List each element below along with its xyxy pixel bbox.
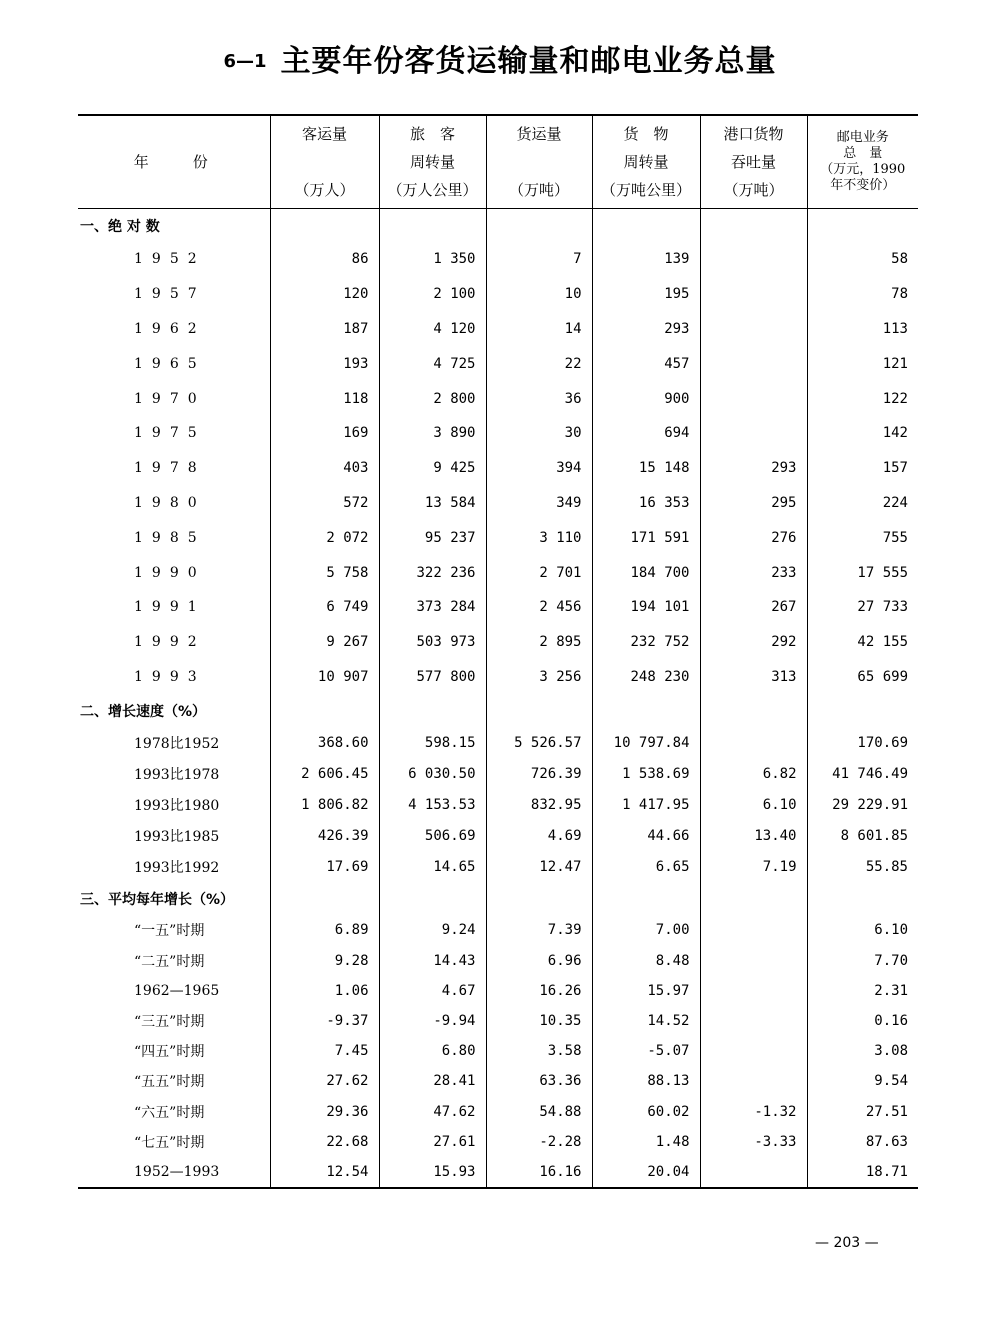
table-cell: 142	[807, 416, 918, 451]
table-row	[78, 976, 918, 1006]
row-label: 1952—1993	[134, 1163, 220, 1180]
table-cell	[270, 882, 379, 915]
table-cell: 4 153.53	[379, 789, 486, 820]
table-cell: 87.63	[807, 1127, 918, 1157]
table-cell: 27.51	[807, 1096, 918, 1126]
table-cell: 36	[486, 381, 592, 416]
section-row	[78, 694, 918, 727]
table-cell: 3.08	[807, 1036, 918, 1066]
table-cell	[379, 209, 486, 243]
table-cell	[700, 694, 807, 727]
header-label: 周转量	[623, 153, 669, 171]
table-cell: 30	[486, 416, 592, 451]
table-row	[78, 277, 918, 312]
table-cell: 313	[700, 660, 807, 695]
row-label: 1992	[134, 634, 206, 651]
table-cell: 6.82	[700, 758, 807, 789]
header-label: 旅 客	[409, 125, 455, 143]
header-label: 港口货物	[723, 125, 784, 143]
row-label: 1993比1992	[134, 859, 220, 876]
table-cell: 16 353	[592, 486, 700, 521]
table-cell: -5.07	[592, 1036, 700, 1066]
table-cell: 157	[807, 451, 918, 486]
table-cell: 12.47	[486, 851, 592, 882]
table-row	[78, 1036, 918, 1066]
table-cell: -3.33	[700, 1127, 807, 1157]
table-cell: 60.02	[592, 1096, 700, 1126]
table-cell: 3.58	[486, 1036, 592, 1066]
table-cell: 58	[807, 242, 918, 277]
table-cell: 78	[807, 277, 918, 312]
section-heading: 二、增长速度（%）	[80, 703, 207, 720]
table-row	[78, 1157, 918, 1188]
table-cell: 118	[270, 381, 379, 416]
table-cell	[379, 882, 486, 915]
table-cell	[486, 209, 592, 243]
section-row	[78, 882, 918, 915]
table-cell: 295	[700, 486, 807, 521]
table-cell: 4 120	[379, 312, 486, 347]
table-cell: 121	[807, 346, 918, 381]
page-title	[0, 36, 1000, 80]
page-number: — 203 —	[815, 1235, 879, 1251]
table-cell: 6.80	[379, 1036, 486, 1066]
table-cell	[700, 209, 807, 243]
table-cell: 7.45	[270, 1036, 379, 1066]
table-cell	[700, 416, 807, 451]
table-cell: 27.61	[379, 1127, 486, 1157]
table-cell: 368.60	[270, 727, 379, 758]
table-cell: 6.89	[270, 915, 379, 945]
table-cell: 65 699	[807, 660, 918, 695]
table-row	[78, 727, 918, 758]
table-cell: 54.88	[486, 1096, 592, 1126]
table-cell: 503 973	[379, 625, 486, 660]
header-year: 年份	[78, 115, 270, 209]
table-cell: 5 526.57	[486, 727, 592, 758]
row-label: 1993比1978	[134, 766, 220, 783]
table-row	[78, 346, 918, 381]
table-cell: 233	[700, 555, 807, 590]
table-cell	[700, 976, 807, 1006]
table-cell: 900	[592, 381, 700, 416]
header-passenger-turnover	[379, 115, 486, 209]
table-cell: 29.36	[270, 1096, 379, 1126]
table-row	[78, 590, 918, 625]
table-cell: 5 758	[270, 555, 379, 590]
table-cell: 16.16	[486, 1157, 592, 1188]
table-cell: 10 797.84	[592, 727, 700, 758]
table-cell: 373 284	[379, 590, 486, 625]
table-cell: 14.52	[592, 1006, 700, 1036]
table-cell: 13.40	[700, 820, 807, 851]
row-label: “五五”时期	[134, 1074, 205, 1091]
table-cell: 1 806.82	[270, 789, 379, 820]
header-label: 货 物	[623, 125, 669, 143]
table-row	[78, 486, 918, 521]
table-cell: 2 800	[379, 381, 486, 416]
row-label: 1965	[134, 355, 206, 372]
table-cell: 170.69	[807, 727, 918, 758]
table-cell: 7.00	[592, 915, 700, 945]
table-cell: 3 890	[379, 416, 486, 451]
table-row	[78, 381, 918, 416]
header-label: 客运量	[301, 125, 347, 143]
table-cell: 293	[592, 312, 700, 347]
row-label: 1993比1985	[134, 828, 220, 845]
table-cell	[700, 882, 807, 915]
table-cell	[807, 882, 918, 915]
table-row	[78, 520, 918, 555]
table-cell: 224	[807, 486, 918, 521]
table-cell: 47.62	[379, 1096, 486, 1126]
table-cell: 14	[486, 312, 592, 347]
table-cell: 293	[700, 451, 807, 486]
table-cell: 457	[592, 346, 700, 381]
table-cell: 9.28	[270, 946, 379, 976]
table-cell: 9 267	[270, 625, 379, 660]
header-unit: （万吨公里）	[600, 181, 691, 199]
table-cell	[700, 277, 807, 312]
table-row	[78, 416, 918, 451]
table-cell: 2 895	[486, 625, 592, 660]
table-cell: 15.97	[592, 976, 700, 1006]
table-cell: 292	[700, 625, 807, 660]
table-row	[78, 1127, 918, 1157]
table-row	[78, 1006, 918, 1036]
table-cell: 248 230	[592, 660, 700, 695]
table-cell	[807, 209, 918, 243]
header-freight-turnover	[592, 115, 700, 209]
table-cell: 8 601.85	[807, 820, 918, 851]
table-cell: 755	[807, 520, 918, 555]
row-label: 1978比1952	[134, 735, 220, 752]
header-label: 总 量	[843, 146, 883, 161]
table-cell: 2 456	[486, 590, 592, 625]
table-cell: 14.65	[379, 851, 486, 882]
table-cell: 8.48	[592, 946, 700, 976]
table-cell: 1.48	[592, 1127, 700, 1157]
table-body	[78, 209, 918, 1189]
table-cell: 28.41	[379, 1066, 486, 1096]
row-label: 1993比1980	[134, 797, 220, 814]
header-unit: （万人公里）	[387, 181, 478, 199]
table-cell	[379, 694, 486, 727]
table-cell: 694	[592, 416, 700, 451]
table-row	[78, 851, 918, 882]
table-cell: 171 591	[592, 520, 700, 555]
table-cell: 10.35	[486, 1006, 592, 1036]
table-cell: 403	[270, 451, 379, 486]
header-post-telecom	[807, 115, 918, 209]
table-cell: 598.15	[379, 727, 486, 758]
table-cell: 3 256	[486, 660, 592, 695]
table-cell	[592, 209, 700, 243]
table-cell: -2.28	[486, 1127, 592, 1157]
header-unit: （万人）	[294, 181, 355, 199]
table-cell: 6.65	[592, 851, 700, 882]
row-label: 1990	[134, 564, 206, 581]
row-label: “四五”时期	[134, 1044, 205, 1061]
table-row	[78, 242, 918, 277]
table-cell: 41 746.49	[807, 758, 918, 789]
table-cell: 10 907	[270, 660, 379, 695]
table-cell: 15 148	[592, 451, 700, 486]
table-cell: 1 350	[379, 242, 486, 277]
table-cell	[700, 915, 807, 945]
table-cell: 195	[592, 277, 700, 312]
table-cell	[592, 694, 700, 727]
table-cell	[700, 1036, 807, 1066]
table-cell: 726.39	[486, 758, 592, 789]
table-cell: 7.39	[486, 915, 592, 945]
table-row	[78, 1066, 918, 1096]
table-cell	[700, 1157, 807, 1188]
table-cell: 1.06	[270, 976, 379, 1006]
table-cell: 426.39	[270, 820, 379, 851]
header-label: 邮电业务	[836, 130, 889, 145]
row-label: 1957	[134, 286, 206, 303]
section-row	[78, 209, 918, 243]
table-cell: 2 100	[379, 277, 486, 312]
table-cell: 44.66	[592, 820, 700, 851]
header-freight-volume	[486, 115, 592, 209]
table-cell: 10	[486, 277, 592, 312]
table-cell: 6.10	[807, 915, 918, 945]
table-cell: 18.71	[807, 1157, 918, 1188]
row-label: “一五”时期	[134, 923, 205, 940]
table-cell	[700, 1006, 807, 1036]
table-cell: 17 555	[807, 555, 918, 590]
table-cell: -1.32	[700, 1096, 807, 1126]
table-cell: 349	[486, 486, 592, 521]
table-cell: 1 538.69	[592, 758, 700, 789]
table-cell	[486, 694, 592, 727]
table-cell	[270, 694, 379, 727]
row-label: 1962	[134, 320, 206, 337]
header-label: 周转量	[409, 153, 455, 171]
row-label: “七五”时期	[134, 1134, 205, 1151]
header-unit: 年不变价）	[830, 178, 896, 193]
row-label: 1991	[134, 599, 206, 616]
table-cell: 276	[700, 520, 807, 555]
table-cell	[700, 946, 807, 976]
table-cell: 6.96	[486, 946, 592, 976]
table-row	[78, 1096, 918, 1126]
table-cell: -9.37	[270, 1006, 379, 1036]
table-cell: 9.24	[379, 915, 486, 945]
row-label: 1970	[134, 390, 206, 407]
table-cell: 55.85	[807, 851, 918, 882]
row-label: 1978	[134, 460, 206, 477]
table-cell: 22.68	[270, 1127, 379, 1157]
table-cell: 95 237	[379, 520, 486, 555]
table-row	[78, 660, 918, 695]
header-unit: （万元，1990	[820, 162, 906, 177]
statistics-table	[78, 114, 918, 1189]
table-cell: 20.04	[592, 1157, 700, 1188]
table-row	[78, 555, 918, 590]
table-cell: 0.16	[807, 1006, 918, 1036]
table-cell: 120	[270, 277, 379, 312]
table-cell: 4 725	[379, 346, 486, 381]
table-cell: 7.70	[807, 946, 918, 976]
table-cell: 506.69	[379, 820, 486, 851]
table-cell: 169	[270, 416, 379, 451]
table-cell: 2 701	[486, 555, 592, 590]
table-cell: 139	[592, 242, 700, 277]
row-label: 1980	[134, 494, 206, 511]
table-cell: 63.36	[486, 1066, 592, 1096]
header-label: 货运量	[516, 125, 562, 143]
table-cell: 27 733	[807, 590, 918, 625]
table-cell	[700, 381, 807, 416]
table-cell: 42 155	[807, 625, 918, 660]
table-row	[78, 758, 918, 789]
table-cell: 13 584	[379, 486, 486, 521]
table-cell: 2.31	[807, 976, 918, 1006]
table-cell	[807, 694, 918, 727]
table-cell: 232 752	[592, 625, 700, 660]
table-cell: 2 606.45	[270, 758, 379, 789]
table-cell	[700, 242, 807, 277]
table-cell: 7.19	[700, 851, 807, 882]
table-cell: 322 236	[379, 555, 486, 590]
table-row	[78, 789, 918, 820]
table-row	[78, 915, 918, 945]
table-cell: 113	[807, 312, 918, 347]
table-cell: 14.43	[379, 946, 486, 976]
header-unit: （万吨）	[508, 181, 569, 199]
table-cell	[486, 882, 592, 915]
table-cell: 394	[486, 451, 592, 486]
header-port-throughput	[700, 115, 807, 209]
section-heading: 三、平均每年增长（%）	[80, 891, 235, 908]
table-cell: 267	[700, 590, 807, 625]
table-cell: 187	[270, 312, 379, 347]
table-title: 主要年份客货运输量和邮电业务总量	[280, 44, 777, 79]
table-row	[78, 820, 918, 851]
table-cell	[700, 346, 807, 381]
section-heading: 一、绝 对 数	[80, 218, 160, 235]
table-cell: 577 800	[379, 660, 486, 695]
table-cell	[270, 209, 379, 243]
table-cell	[592, 882, 700, 915]
row-label: 1952	[134, 251, 206, 268]
header-unit: （万吨）	[723, 181, 784, 199]
table-row	[78, 312, 918, 347]
table-cell: 194 101	[592, 590, 700, 625]
table-cell	[700, 1066, 807, 1096]
table-cell	[700, 727, 807, 758]
table-cell	[700, 312, 807, 347]
table-row	[78, 946, 918, 976]
table-row	[78, 451, 918, 486]
table-number: 6—1	[223, 51, 267, 72]
header-row	[78, 115, 918, 209]
table-cell: 6.10	[700, 789, 807, 820]
table-cell: 1 417.95	[592, 789, 700, 820]
table-cell: 3 110	[486, 520, 592, 555]
table-cell: 193	[270, 346, 379, 381]
row-label: 1975	[134, 425, 206, 442]
table-cell: 22	[486, 346, 592, 381]
table-cell: -9.94	[379, 1006, 486, 1036]
table-cell: 86	[270, 242, 379, 277]
row-label: “六五”时期	[134, 1104, 205, 1121]
row-label: 1993	[134, 668, 206, 685]
table-row	[78, 625, 918, 660]
table-cell: 122	[807, 381, 918, 416]
table-cell: 12.54	[270, 1157, 379, 1188]
table-cell: 7	[486, 242, 592, 277]
table-cell: 17.69	[270, 851, 379, 882]
table-cell: 29 229.91	[807, 789, 918, 820]
table-cell: 2 072	[270, 520, 379, 555]
table-cell: 9.54	[807, 1066, 918, 1096]
table-cell: 832.95	[486, 789, 592, 820]
header-label: 吞吐量	[730, 153, 776, 171]
table-cell: 6 749	[270, 590, 379, 625]
table-cell: 15.93	[379, 1157, 486, 1188]
table-cell: 88.13	[592, 1066, 700, 1096]
row-label: “二五”时期	[134, 953, 205, 970]
table-cell: 4.69	[486, 820, 592, 851]
table-cell: 9 425	[379, 451, 486, 486]
table-cell: 184 700	[592, 555, 700, 590]
header-passenger-volume	[270, 115, 379, 209]
table-cell: 6 030.50	[379, 758, 486, 789]
table-cell: 27.62	[270, 1066, 379, 1096]
table-cell: 4.67	[379, 976, 486, 1006]
table-cell: 16.26	[486, 976, 592, 1006]
row-label: 1985	[134, 529, 206, 546]
row-label: 1962—1965	[134, 982, 220, 999]
table-cell: 572	[270, 486, 379, 521]
row-label: “三五”时期	[134, 1014, 205, 1031]
